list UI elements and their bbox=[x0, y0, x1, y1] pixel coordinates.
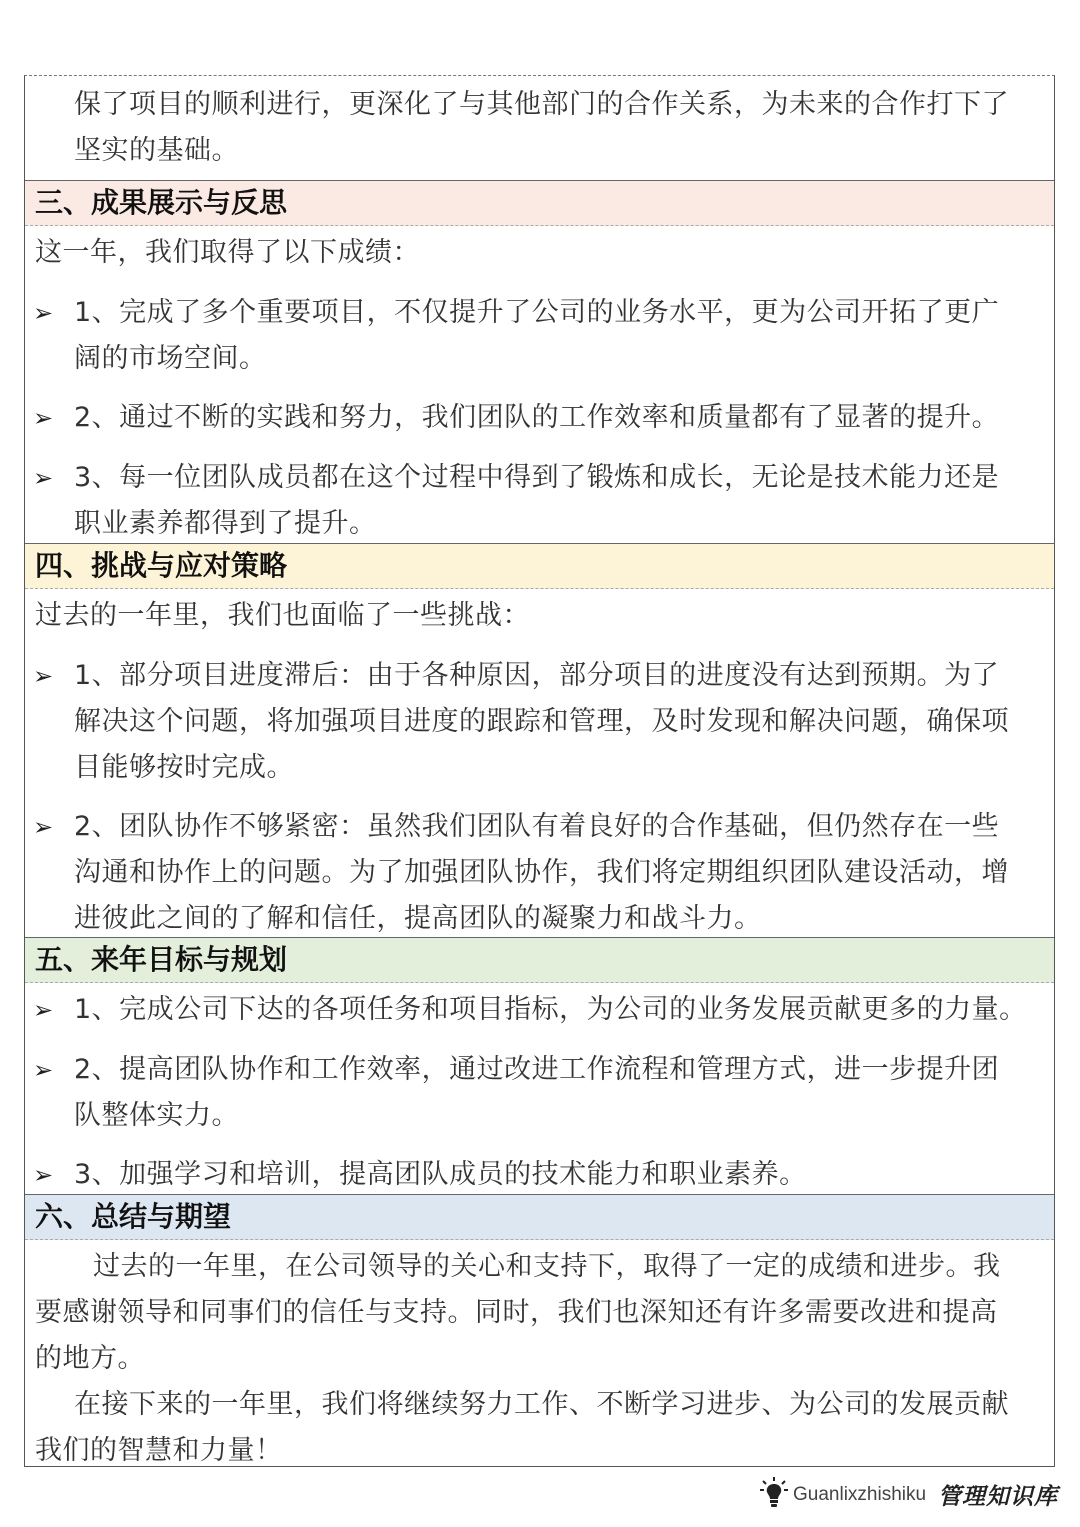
list-item: 阔的市场空间。 bbox=[74, 343, 267, 374]
document-table bbox=[24, 75, 1055, 1467]
arrow-bullet-icon: ➢ bbox=[33, 1056, 54, 1084]
list-item: 队整体实力。 bbox=[74, 1100, 239, 1131]
section-header-goals bbox=[25, 937, 1054, 983]
list-item: 进彼此之间的了解和信任，提高团队的凝聚力和战斗力。 bbox=[74, 903, 762, 934]
list-item: 解决这个问题，将加强项目进度的跟踪和管理，及时发现和解决问题，确保项 bbox=[74, 706, 1009, 737]
intro-line: 坚实的基础。 bbox=[74, 135, 239, 166]
list-item: 3、每一位团队成员都在这个过程中得到了锻炼和成长，无论是技术能力还是 bbox=[74, 462, 1000, 493]
paragraph-line: 在接下来的一年里，我们将继续努力工作、不断学习进步、为公司的发展贡献 bbox=[74, 1389, 1009, 1420]
section-title: 四、挑战与应对策略 bbox=[35, 549, 288, 582]
brand-watermark bbox=[760, 1474, 1070, 1516]
arrow-bullet-icon: ➢ bbox=[33, 299, 54, 327]
section-lead: 过去的一年里，我们也面临了一些挑战： bbox=[35, 600, 530, 631]
brand-name-en: Guanlixzhishiku bbox=[793, 1484, 927, 1505]
section-title: 五、来年目标与规划 bbox=[35, 943, 288, 976]
arrow-bullet-icon: ➢ bbox=[33, 996, 54, 1024]
paragraph-line: 要感谢领导和同事们的信任与支持。同时，我们也深知还有许多需要改进和提高 bbox=[35, 1297, 998, 1328]
section-lead: 这一年，我们取得了以下成绩： bbox=[35, 237, 420, 268]
list-item: 沟通和协作上的问题。为了加强团队协作，我们将定期组织团队建设活动，增 bbox=[74, 857, 1009, 888]
list-item: 1、完成公司下达的各项任务和项目指标，为公司的业务发展贡献更多的力量。 bbox=[74, 994, 1027, 1025]
list-item: 2、团队协作不够紧密：虽然我们团队有着良好的合作基础，但仍然存在一些 bbox=[74, 811, 1000, 842]
lightbulb-icon bbox=[760, 1476, 788, 1510]
intro-line: 保了项目的顺利进行，更深化了与其他部门的合作关系，为未来的合作打下了 bbox=[74, 89, 1009, 120]
section-header-summary bbox=[25, 1194, 1054, 1240]
paragraph-line: 的地方。 bbox=[35, 1343, 145, 1374]
intro-continuation bbox=[25, 76, 1054, 181]
paragraph-line: 过去的一年里，在公司领导的关心和支持下，取得了一定的成绩和进步。我 bbox=[93, 1251, 1001, 1282]
section-header-challenges bbox=[25, 543, 1054, 589]
list-item: 2、通过不断的实践和努力，我们团队的工作效率和质量都有了显著的提升。 bbox=[74, 402, 1000, 433]
list-item: 2、提高团队协作和工作效率，通过改进工作流程和管理方式，进一步提升团 bbox=[74, 1054, 1000, 1085]
arrow-bullet-icon: ➢ bbox=[33, 404, 54, 432]
list-item: 3、加强学习和培训，提高团队成员的技术能力和职业素养。 bbox=[74, 1159, 807, 1190]
list-item: 目能够按时完成。 bbox=[74, 752, 294, 783]
arrow-bullet-icon: ➢ bbox=[33, 464, 54, 492]
brand-name-cn: 管理知识库 bbox=[938, 1483, 1058, 1510]
section-title: 三、成果展示与反思 bbox=[35, 186, 288, 219]
list-item: 职业素养都得到了提升。 bbox=[74, 508, 377, 539]
arrow-bullet-icon: ➢ bbox=[33, 1161, 54, 1189]
section-header-results bbox=[25, 180, 1054, 226]
list-item: 1、部分项目进度滞后：由于各种原因，部分项目的进度没有达到预期。为了 bbox=[74, 660, 1000, 691]
section-title: 六、总结与期望 bbox=[35, 1200, 232, 1233]
arrow-bullet-icon: ➢ bbox=[33, 813, 54, 841]
arrow-bullet-icon: ➢ bbox=[33, 662, 54, 690]
list-item: 1、完成了多个重要项目，不仅提升了公司的业务水平，更为公司开拓了更广 bbox=[74, 297, 1000, 328]
paragraph-line: 我们的智慧和力量！ bbox=[35, 1435, 283, 1466]
